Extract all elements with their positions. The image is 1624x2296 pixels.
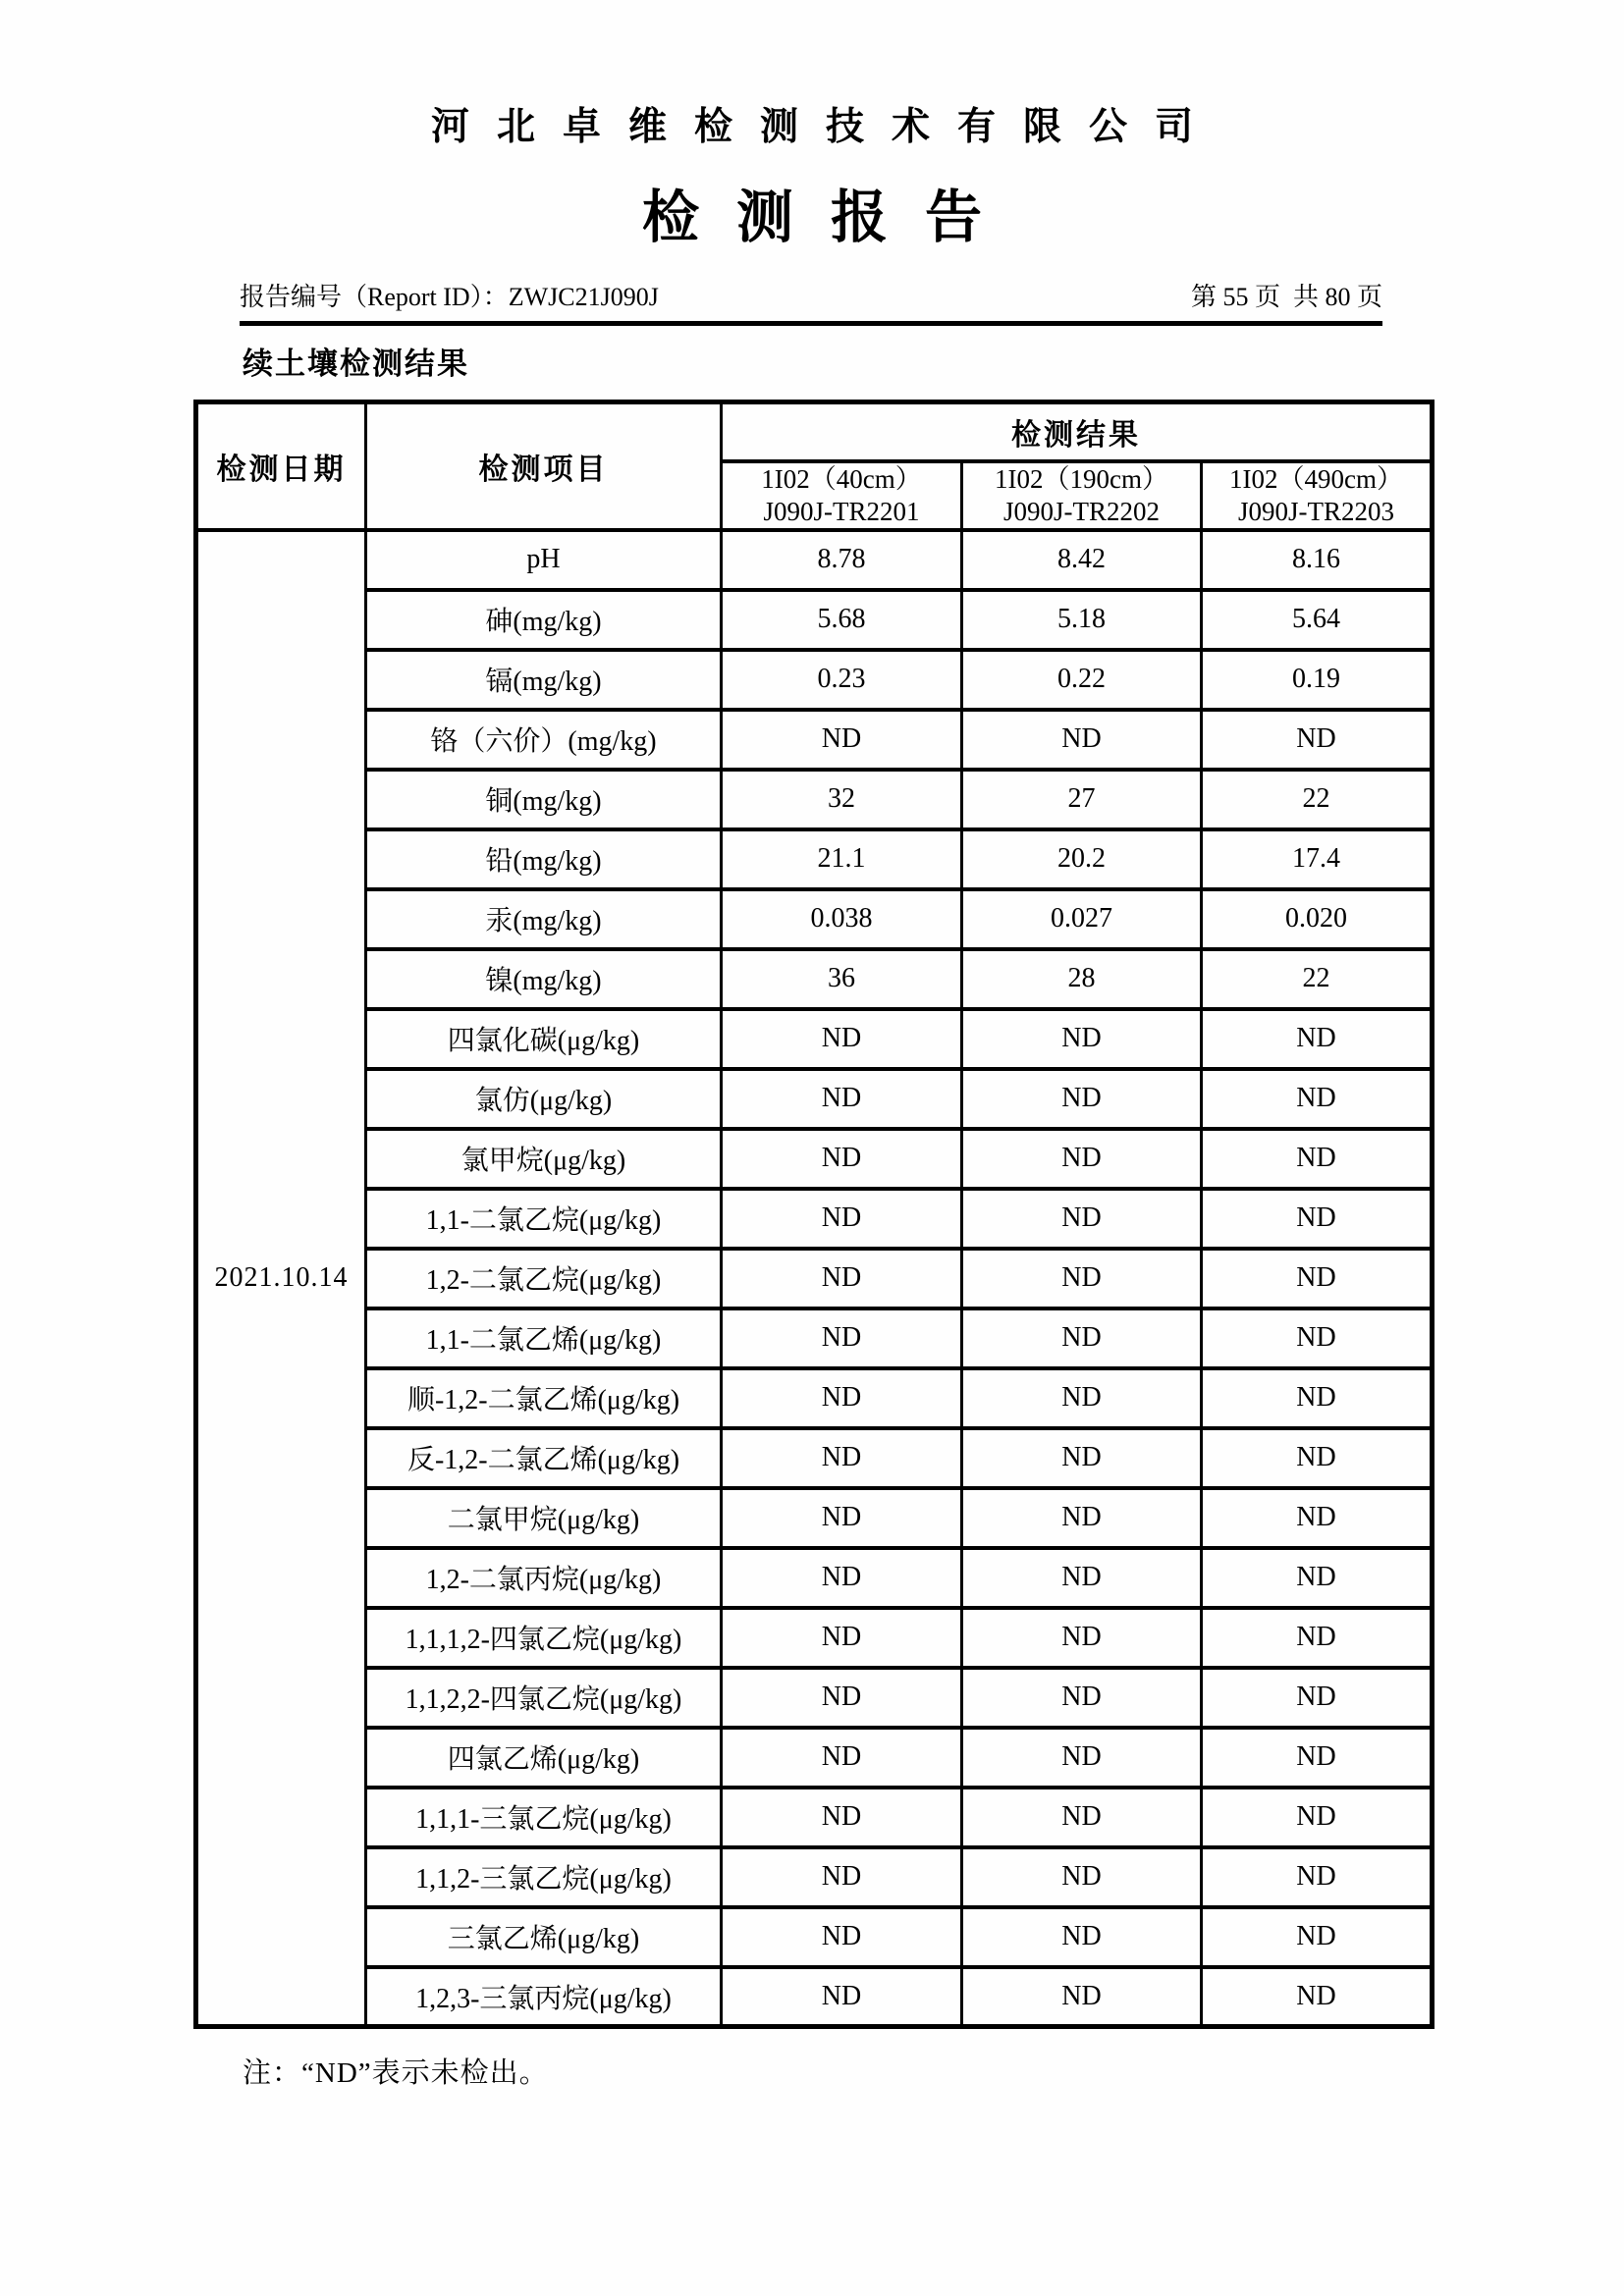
value-cell: 5.18 bbox=[962, 590, 1202, 650]
table-row bbox=[196, 1907, 1433, 1967]
value-cell: ND bbox=[1202, 1668, 1433, 1728]
value-cell: 0.19 bbox=[1202, 650, 1433, 710]
value-cell: ND bbox=[1202, 1308, 1433, 1368]
results-table bbox=[193, 400, 1435, 2029]
sample-point: 1I02（190cm） bbox=[995, 463, 1168, 494]
value-cell: ND bbox=[1202, 1009, 1433, 1069]
table-row bbox=[196, 1967, 1433, 2027]
note-text: 注：“ND”表示未检出。 bbox=[243, 2057, 549, 2089]
table-row bbox=[196, 1488, 1433, 1548]
item-cell: 铬（六价）(mg/kg) bbox=[366, 710, 722, 770]
table-row bbox=[196, 1608, 1433, 1668]
item-cell: 砷(mg/kg) bbox=[366, 590, 722, 650]
value-cell: ND bbox=[962, 1249, 1202, 1308]
item-cell: 二氯甲烷(μg/kg) bbox=[366, 1488, 722, 1548]
table-row bbox=[196, 1668, 1433, 1728]
sample-column-header bbox=[1202, 461, 1433, 530]
value-cell: ND bbox=[722, 710, 962, 770]
table-row bbox=[196, 1009, 1433, 1069]
value-cell: 0.22 bbox=[962, 650, 1202, 710]
value-cell: 28 bbox=[962, 949, 1202, 1009]
value-cell: 0.027 bbox=[962, 889, 1202, 949]
item-cell: 铜(mg/kg) bbox=[366, 770, 722, 829]
value-cell: 21.1 bbox=[722, 829, 962, 889]
value-cell: ND bbox=[1202, 1788, 1433, 1847]
value-cell: ND bbox=[1202, 1069, 1433, 1129]
value-cell: ND bbox=[962, 1308, 1202, 1368]
table-row bbox=[196, 1847, 1433, 1907]
table-row bbox=[196, 1249, 1433, 1308]
table-row bbox=[196, 1788, 1433, 1847]
value-cell: ND bbox=[962, 710, 1202, 770]
value-cell: ND bbox=[962, 1788, 1202, 1847]
value-cell: ND bbox=[1202, 1847, 1433, 1907]
date-cell: 2021.10.14 bbox=[196, 530, 366, 2027]
sample-point: 1I02（40cm） bbox=[761, 463, 922, 494]
item-cell: 反-1,2-二氯乙烯(μg/kg) bbox=[366, 1428, 722, 1488]
item-cell: 1,2,3-三氯丙烷(μg/kg) bbox=[366, 1967, 722, 2027]
item-cell: 1,2-二氯乙烷(μg/kg) bbox=[366, 1249, 722, 1308]
value-cell: ND bbox=[962, 1847, 1202, 1907]
item-cell: 1,1-二氯乙烷(μg/kg) bbox=[366, 1189, 722, 1249]
value-cell: ND bbox=[1202, 1907, 1433, 1967]
item-cell: 四氯化碳(μg/kg) bbox=[366, 1009, 722, 1069]
value-cell: ND bbox=[722, 1907, 962, 1967]
value-cell: ND bbox=[962, 1907, 1202, 1967]
value-cell: 22 bbox=[1202, 770, 1433, 829]
table-row bbox=[196, 1129, 1433, 1189]
value-cell: 8.16 bbox=[1202, 530, 1433, 590]
value-cell: 36 bbox=[722, 949, 962, 1009]
value-cell: ND bbox=[722, 1009, 962, 1069]
sample-code: J090J-TR2201 bbox=[763, 496, 920, 526]
value-cell: ND bbox=[1202, 1129, 1433, 1189]
sample-code: J090J-TR2203 bbox=[1238, 496, 1395, 526]
value-cell: ND bbox=[962, 1069, 1202, 1129]
header-result: 检测结果 bbox=[722, 402, 1433, 461]
value-cell: 0.23 bbox=[722, 650, 962, 710]
item-cell: 汞(mg/kg) bbox=[366, 889, 722, 949]
value-cell: 8.42 bbox=[962, 530, 1202, 590]
item-cell: 氯仿(μg/kg) bbox=[366, 1069, 722, 1129]
value-cell: ND bbox=[722, 1368, 962, 1428]
value-cell: ND bbox=[1202, 1548, 1433, 1608]
value-cell: ND bbox=[962, 1129, 1202, 1189]
report-id-line bbox=[240, 277, 659, 313]
section-heading: 续土壤检测结果 bbox=[243, 347, 469, 381]
item-cell: pH bbox=[366, 530, 722, 590]
value-cell: ND bbox=[962, 1608, 1202, 1668]
value-cell: 0.020 bbox=[1202, 889, 1433, 949]
table-row bbox=[196, 1368, 1433, 1428]
sample-column-header bbox=[962, 461, 1202, 530]
value-cell: ND bbox=[722, 1788, 962, 1847]
item-cell: 镍(mg/kg) bbox=[366, 949, 722, 1009]
value-cell: 27 bbox=[962, 770, 1202, 829]
item-cell: 1,1-二氯乙烯(μg/kg) bbox=[366, 1308, 722, 1368]
report-title: 检测报告 bbox=[641, 186, 1019, 249]
value-cell: ND bbox=[1202, 1728, 1433, 1788]
value-cell: ND bbox=[962, 1428, 1202, 1488]
value-cell: ND bbox=[722, 1608, 962, 1668]
company-name: 河北卓维检测技术有限公司 bbox=[430, 106, 1220, 148]
table-row bbox=[196, 530, 1433, 590]
value-cell: ND bbox=[962, 1009, 1202, 1069]
item-cell: 四氯乙烯(μg/kg) bbox=[366, 1728, 722, 1788]
item-cell: 铅(mg/kg) bbox=[366, 829, 722, 889]
value-cell: ND bbox=[962, 1967, 1202, 2027]
value-cell: ND bbox=[1202, 710, 1433, 770]
table-row bbox=[196, 1069, 1433, 1129]
header-item: 检测项目 bbox=[366, 402, 722, 530]
value-cell: ND bbox=[962, 1728, 1202, 1788]
table-row bbox=[196, 1548, 1433, 1608]
value-cell: ND bbox=[962, 1668, 1202, 1728]
table-row bbox=[196, 949, 1433, 1009]
value-cell: ND bbox=[1202, 1608, 1433, 1668]
results-body bbox=[196, 530, 1433, 2027]
value-cell: ND bbox=[1202, 1428, 1433, 1488]
value-cell: ND bbox=[722, 1728, 962, 1788]
value-cell: ND bbox=[962, 1488, 1202, 1548]
table-row bbox=[196, 889, 1433, 949]
table-row bbox=[196, 650, 1433, 710]
value-cell: ND bbox=[722, 1249, 962, 1308]
table-row bbox=[196, 710, 1433, 770]
table-row bbox=[196, 590, 1433, 650]
value-cell: ND bbox=[722, 1488, 962, 1548]
table-row bbox=[196, 770, 1433, 829]
value-cell: 32 bbox=[722, 770, 962, 829]
value-cell: ND bbox=[722, 1428, 962, 1488]
value-cell: 8.78 bbox=[722, 530, 962, 590]
value-cell: ND bbox=[722, 1308, 962, 1368]
header-date: 检测日期 bbox=[196, 402, 366, 530]
report-id-label: 报告编号（Report ID）： bbox=[240, 283, 509, 311]
sample-code: J090J-TR2202 bbox=[1002, 496, 1160, 526]
value-cell: ND bbox=[962, 1368, 1202, 1428]
item-cell: 1,1,1-三氯乙烷(μg/kg) bbox=[366, 1788, 722, 1847]
value-cell: 5.68 bbox=[722, 590, 962, 650]
item-cell: 1,2-二氯丙烷(μg/kg) bbox=[366, 1548, 722, 1608]
value-cell: 22 bbox=[1202, 949, 1433, 1009]
table-row bbox=[196, 829, 1433, 889]
item-cell: 1,1,2-三氯乙烷(μg/kg) bbox=[366, 1847, 722, 1907]
value-cell: ND bbox=[1202, 1368, 1433, 1428]
value-cell: ND bbox=[722, 1967, 962, 2027]
value-cell: ND bbox=[722, 1668, 962, 1728]
value-cell: ND bbox=[722, 1189, 962, 1249]
value-cell: ND bbox=[722, 1069, 962, 1129]
table-row bbox=[196, 1189, 1433, 1249]
item-cell: 1,1,2,2-四氯乙烷(μg/kg) bbox=[366, 1668, 722, 1728]
item-cell: 三氯乙烯(μg/kg) bbox=[366, 1907, 722, 1967]
report-meta bbox=[240, 277, 1382, 326]
value-cell: ND bbox=[1202, 1249, 1433, 1308]
table-header-row bbox=[196, 402, 1433, 461]
item-cell: 镉(mg/kg) bbox=[366, 650, 722, 710]
value-cell: 5.64 bbox=[1202, 590, 1433, 650]
item-cell: 1,1,1,2-四氯乙烷(μg/kg) bbox=[366, 1608, 722, 1668]
value-cell: ND bbox=[722, 1847, 962, 1907]
sample-point: 1I02（490cm） bbox=[1229, 463, 1403, 494]
report-id-value: ZWJC21J090J bbox=[508, 283, 659, 311]
item-cell: 氯甲烷(μg/kg) bbox=[366, 1129, 722, 1189]
table-row bbox=[196, 1428, 1433, 1488]
value-cell: ND bbox=[1202, 1488, 1433, 1548]
table-row bbox=[196, 1308, 1433, 1368]
table-row bbox=[196, 1728, 1433, 1788]
value-cell: 20.2 bbox=[962, 829, 1202, 889]
value-cell: ND bbox=[722, 1129, 962, 1189]
value-cell: 0.038 bbox=[722, 889, 962, 949]
value-cell: ND bbox=[962, 1189, 1202, 1249]
value-cell: ND bbox=[1202, 1189, 1433, 1249]
value-cell: 17.4 bbox=[1202, 829, 1433, 889]
value-cell: ND bbox=[1202, 1967, 1433, 2027]
sample-column-header bbox=[722, 461, 962, 530]
value-cell: ND bbox=[722, 1548, 962, 1608]
page-number: 第 55 页 共 80 页 bbox=[1190, 283, 1382, 311]
value-cell: ND bbox=[962, 1548, 1202, 1608]
item-cell: 顺-1,2-二氯乙烯(μg/kg) bbox=[366, 1368, 722, 1428]
